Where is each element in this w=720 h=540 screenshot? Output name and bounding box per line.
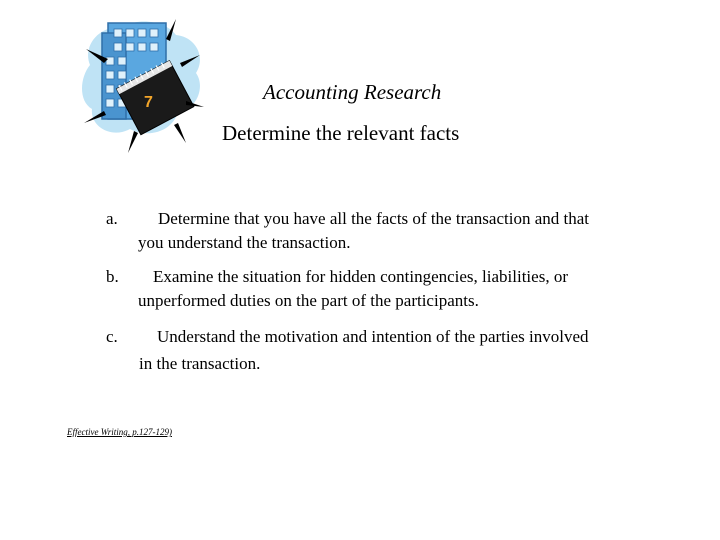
list-item-line: Understand the motivation and intention of the parties involved — [157, 327, 589, 346]
list-item-text — [106, 265, 568, 313]
list-item-line: in the transaction. — [139, 354, 261, 373]
list-item-b — [106, 265, 676, 315]
list-item-line: Examine the situation for hidden contingencies, liabilities, or — [153, 267, 568, 286]
citation: Effective Writing, p.127-129) — [67, 427, 172, 437]
office-building-with-planner-icon — [78, 15, 208, 155]
list-item-a — [106, 207, 676, 257]
list-item-letter: a. — [106, 209, 118, 228]
planner-digit: 7 — [144, 94, 153, 111]
list-item-line: unperformed duties on the part of the participants. — [138, 291, 479, 310]
list-item-letter: b. — [106, 267, 119, 286]
list-item-line: Determine that you have all the facts of the transaction and that — [158, 209, 589, 228]
list-item-text — [106, 325, 589, 376]
list-item-line: you understand the transaction. — [138, 233, 351, 252]
page-title: Accounting Research — [263, 80, 442, 104]
list-item-text — [106, 207, 589, 255]
list-item-c — [106, 325, 676, 381]
list-item-letter: c. — [106, 327, 118, 346]
page-subtitle: Determine the relevant facts — [222, 121, 460, 145]
